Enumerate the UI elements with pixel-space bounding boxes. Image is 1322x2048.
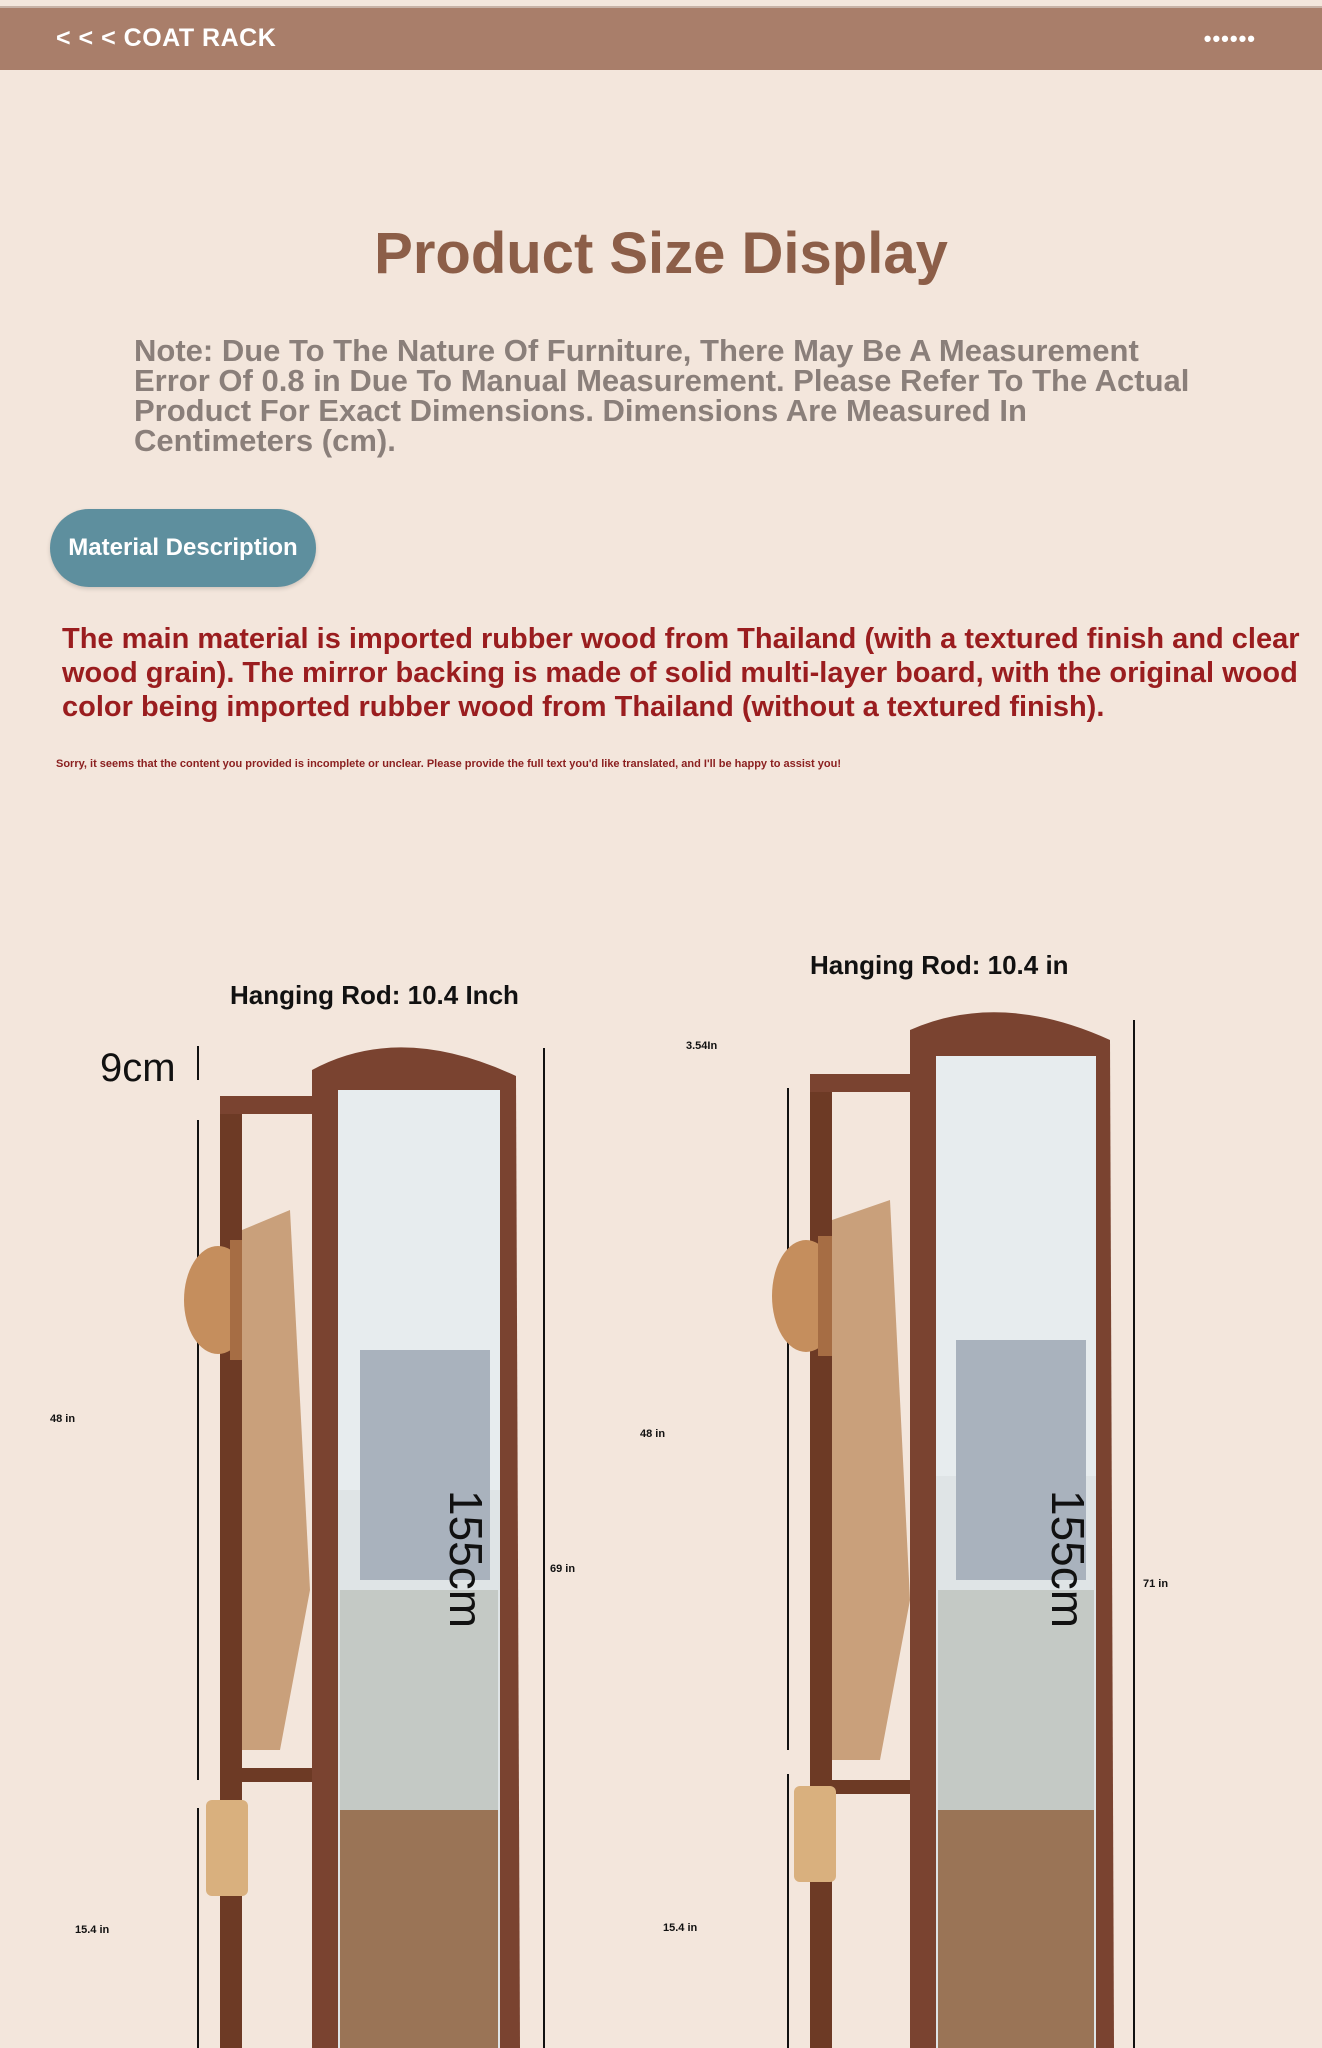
top-bar [0,6,1322,70]
measurement-note: Note: Due To The Nature Of Furniture, There May Be A Measurement Error Of 0.8 in Due To Manual Measurement. Please Refer To The Actual Product For Exact Dimensions. Dimensions Are Measured In Centimeters (cm). [134,333,1190,458]
left-hanging-rod-label: Hanging Rod: 10.4 Inch [230,980,519,1010]
back-link[interactable]: < < < COAT RACK [56,24,277,52]
left-top-gap-label: 9cm [100,1046,176,1090]
left-lower-height-label: 15.4 in [75,1924,110,1936]
right-top-gap-label: 3.54In [686,1040,718,1052]
right-hanging-rod-label: Hanging Rod: 10.4 in [810,950,1069,980]
right-total-height-label: 71 in [1143,1578,1169,1590]
left-coat-rack-illustration [160,1030,580,2048]
material-description-tab[interactable]: Material Description [50,509,316,587]
left-upper-height-label: 48 in [50,1413,76,1425]
right-coat-rack-illustration [760,1000,1160,2048]
left-total-height-label: 69 in [550,1563,576,1575]
right-upper-height-label: 48 in [640,1428,666,1440]
right-mirror-height-label: 155cm [1042,1490,1094,1629]
translation-note: Sorry, it seems that the content you provided is incomplete or unclear. Please provide the full text you'd like translated, and I'll be happy to assist you! [56,758,841,770]
more-menu-icon[interactable]: •••••• [1203,26,1256,51]
right-lower-height-label: 15.4 in [663,1922,698,1934]
page-title: Product Size Display [374,221,948,286]
left-mirror-height-label: 155cm [440,1490,492,1629]
material-description-text: The main material is imported rubber wood from Thailand (with a textured finish and clear wood grain). The mirror backing is made of solid multi-layer board, with the original wood color being imported rubber wood from Thailand (without a textured finish). [62,623,1300,723]
